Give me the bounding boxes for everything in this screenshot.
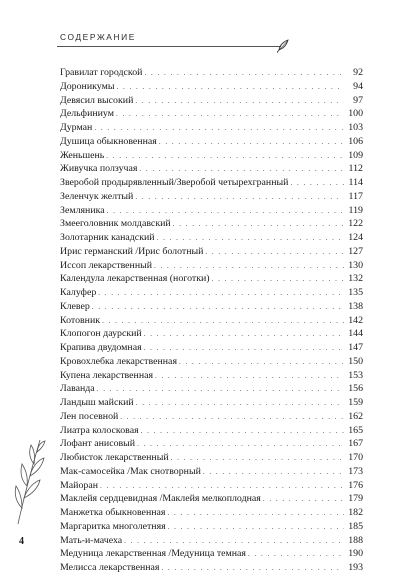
table-of-contents: [60, 66, 363, 575]
toc-entry-page: 142: [348, 314, 363, 326]
toc-entry-page: 162: [348, 410, 363, 422]
toc-dot-leader: [203, 466, 344, 480]
toc-entry-title: Маклейя сердцевидная /Маклейя мелкоплодная: [60, 493, 261, 505]
toc-dot-leader: [263, 493, 344, 507]
toc-dot-leader: [135, 191, 344, 205]
toc-entry-page: 176: [348, 479, 363, 491]
toc-dot-leader: [154, 260, 344, 274]
toc-entry-page: 170: [348, 452, 363, 463]
toc-entry: [60, 300, 363, 314]
toc-entry: [60, 437, 363, 451]
toc-dot-leader: [135, 95, 344, 109]
toc-entry: [60, 190, 363, 204]
toc-entry-title: Кровохлебка лекарственная: [60, 355, 177, 367]
toc-entry: [60, 396, 363, 410]
toc-entry-title: Манжетка обыкновенная: [60, 507, 166, 518]
toc-dot-leader: [137, 438, 344, 452]
toc-entry-page: 193: [348, 562, 363, 573]
toc-entry-title: Мак-самосейка /Мак снотворный: [60, 465, 201, 477]
page-number: 4: [19, 536, 24, 547]
toc-entry-page: 97: [353, 94, 363, 106]
toc-entry: [60, 561, 363, 575]
toc-entry-page: 179: [348, 493, 363, 505]
toc-entry: [60, 94, 363, 108]
toc-entry: [60, 204, 363, 218]
toc-entry-title: Душица обыкновенная: [60, 135, 157, 147]
toc-entry-page: 165: [348, 424, 363, 436]
toc-dot-leader: [120, 411, 344, 425]
toc-entry: [60, 520, 363, 534]
toc-entry: [60, 217, 363, 231]
toc-entry-title: Живучка ползучая: [60, 163, 138, 175]
toc-entry: [60, 424, 363, 438]
toc-entry-title: Зверобой продырявленный/Зверобой четырехгранный: [60, 177, 289, 188]
toc-entry-page: 119: [348, 204, 363, 216]
toc-entry: [60, 162, 363, 176]
toc-entry-page: 124: [348, 232, 363, 243]
toc-entry-page: 150: [348, 355, 363, 367]
toc-entry-title: Зеленчук желтый: [60, 190, 134, 202]
toc-entry-page: 106: [348, 135, 363, 147]
toc-entry-page: 188: [348, 534, 363, 546]
toc-dot-leader: [106, 150, 344, 164]
toc-entry: [60, 506, 363, 520]
toc-entry-title: Лаванда: [60, 383, 95, 395]
toc-entry-title: Золотарник канадский: [60, 232, 155, 243]
botanical-sprig-icon: [10, 436, 50, 526]
toc-dot-leader: [167, 507, 344, 521]
toc-entry-title: Дороникумы: [60, 80, 115, 92]
toc-entry-page: 138: [348, 300, 363, 312]
toc-dot-leader: [212, 273, 344, 287]
toc-entry-title: Котовник: [60, 314, 101, 326]
toc-entry: [60, 534, 363, 548]
page-header-title: СОДЕРЖАНИЕ: [60, 32, 136, 42]
toc-entry-title: Маргаритка многолетняя: [60, 520, 166, 532]
toc-entry: [60, 149, 363, 163]
toc-entry: [60, 231, 363, 245]
toc-entry: [60, 382, 363, 396]
toc-entry-title: Лен посевной: [60, 410, 119, 422]
toc-dot-leader: [168, 521, 344, 535]
toc-dot-leader: [94, 122, 344, 136]
toc-entry: [60, 80, 363, 94]
toc-entry-title: Девясил высокий: [60, 94, 134, 106]
toc-entry-title: Любисток лекарственный: [60, 452, 169, 463]
toc-entry-page: 130: [348, 259, 363, 271]
toc-entry: [60, 66, 363, 80]
toc-entry: [60, 121, 363, 135]
toc-entry-title: Иссоп лекарственный: [60, 259, 153, 271]
toc-dot-leader: [205, 246, 344, 260]
toc-dot-leader: [173, 218, 344, 232]
toc-entry-title: Мать-и-мачеха: [60, 534, 123, 546]
toc-entry: [60, 355, 363, 369]
toc-dot-leader: [155, 370, 344, 384]
toc-entry-page: 122: [348, 218, 363, 230]
toc-dot-leader: [136, 397, 344, 411]
toc-entry-page: 147: [348, 342, 363, 353]
toc-entry-title: Клопогон даурский: [60, 328, 142, 340]
toc-entry-page: 159: [348, 397, 363, 408]
toc-dot-leader: [92, 301, 344, 315]
toc-entry-title: Крапива двудомная: [60, 342, 142, 353]
toc-entry-title: Медуница лекарственная /Медуница темная: [60, 548, 246, 560]
toc-entry-title: Дурман: [60, 122, 93, 133]
toc-entry-title: Земляника: [60, 204, 105, 216]
toc-entry-title: Клевер: [60, 300, 90, 312]
toc-entry-title: Лиатра колосковая: [60, 424, 139, 436]
toc-dot-leader: [124, 535, 344, 549]
toc-entry-page: 156: [348, 383, 363, 395]
toc-entry-page: 153: [348, 369, 363, 381]
toc-dot-leader: [97, 383, 344, 397]
toc-entry-title: Калуфер: [60, 287, 97, 298]
toc-entry: [60, 451, 363, 465]
toc-entry-page: 132: [348, 273, 363, 285]
toc-entry-page: 114: [348, 177, 363, 188]
toc-entry: [60, 341, 363, 355]
toc-entry: [60, 107, 363, 121]
toc-dot-leader: [144, 328, 344, 342]
toc-entry-page: 182: [348, 507, 363, 518]
toc-entry-page: 103: [348, 122, 363, 133]
toc-entry-title: Мелисса лекарственная: [60, 562, 160, 573]
toc-entry-page: 100: [348, 108, 363, 120]
toc-entry-title: Гравилат городской: [60, 67, 143, 78]
toc-entry-title: Дельфиниум: [60, 108, 114, 120]
toc-entry-page: 112: [348, 163, 363, 175]
toc-entry-page: 190: [348, 548, 363, 560]
toc-entry: [60, 259, 363, 273]
toc-dot-leader: [141, 425, 344, 439]
toc-entry-page: 135: [348, 287, 363, 298]
toc-entry: [60, 465, 363, 479]
toc-entry: [60, 272, 363, 286]
toc-entry-page: 94: [353, 80, 363, 92]
toc-entry-title: Женьшень: [60, 149, 105, 161]
toc-entry: [60, 327, 363, 341]
toc-dot-leader: [161, 562, 344, 576]
toc-entry: [60, 479, 363, 493]
toc-dot-leader: [144, 67, 344, 81]
toc-entry-page: 173: [348, 465, 363, 477]
toc-entry-title: Ирис германский /Ирис болотный: [60, 245, 204, 257]
toc-entry: [60, 547, 363, 561]
toc-dot-leader: [290, 177, 344, 191]
toc-entry-page: 144: [348, 328, 363, 340]
toc-entry-page: 117: [348, 190, 363, 202]
toc-dot-leader: [171, 452, 344, 466]
toc-entry-title: Майоран: [60, 479, 98, 491]
leaf-flourish-icon: [277, 38, 291, 54]
toc-entry: [60, 245, 363, 259]
toc-dot-leader: [144, 342, 344, 356]
toc-dot-leader: [102, 315, 344, 329]
toc-entry: [60, 286, 363, 300]
toc-dot-leader: [248, 548, 344, 562]
toc-entry-page: 109: [348, 149, 363, 161]
toc-entry-title: Змееголовник молдавский: [60, 218, 171, 230]
toc-dot-leader: [116, 81, 344, 95]
toc-entry-page: 92: [353, 67, 363, 78]
toc-entry-title: Лофант анисовый: [60, 438, 136, 450]
toc-entry-title: Купена лекарственная: [60, 369, 154, 381]
toc-entry: [60, 410, 363, 424]
toc-entry: [60, 492, 363, 506]
toc-dot-leader: [159, 136, 344, 150]
toc-entry: [60, 314, 363, 328]
toc-entry-page: 185: [348, 520, 363, 532]
toc-dot-leader: [107, 205, 344, 219]
toc-dot-leader: [179, 356, 344, 370]
toc-entry: [60, 176, 363, 190]
header-rule: [57, 46, 281, 47]
toc-dot-leader: [139, 163, 344, 177]
toc-entry-page: 127: [348, 245, 363, 257]
toc-entry: [60, 369, 363, 383]
toc-entry-title: Ландыш майский: [60, 397, 134, 408]
toc-dot-leader: [98, 287, 344, 301]
toc-dot-leader: [157, 232, 344, 246]
toc-entry-title: Календула лекарственная (ноготки): [60, 273, 210, 285]
toc-dot-leader: [116, 108, 344, 122]
toc-dot-leader: [100, 480, 344, 494]
toc-entry: [60, 135, 363, 149]
toc-entry-page: 167: [348, 438, 363, 450]
